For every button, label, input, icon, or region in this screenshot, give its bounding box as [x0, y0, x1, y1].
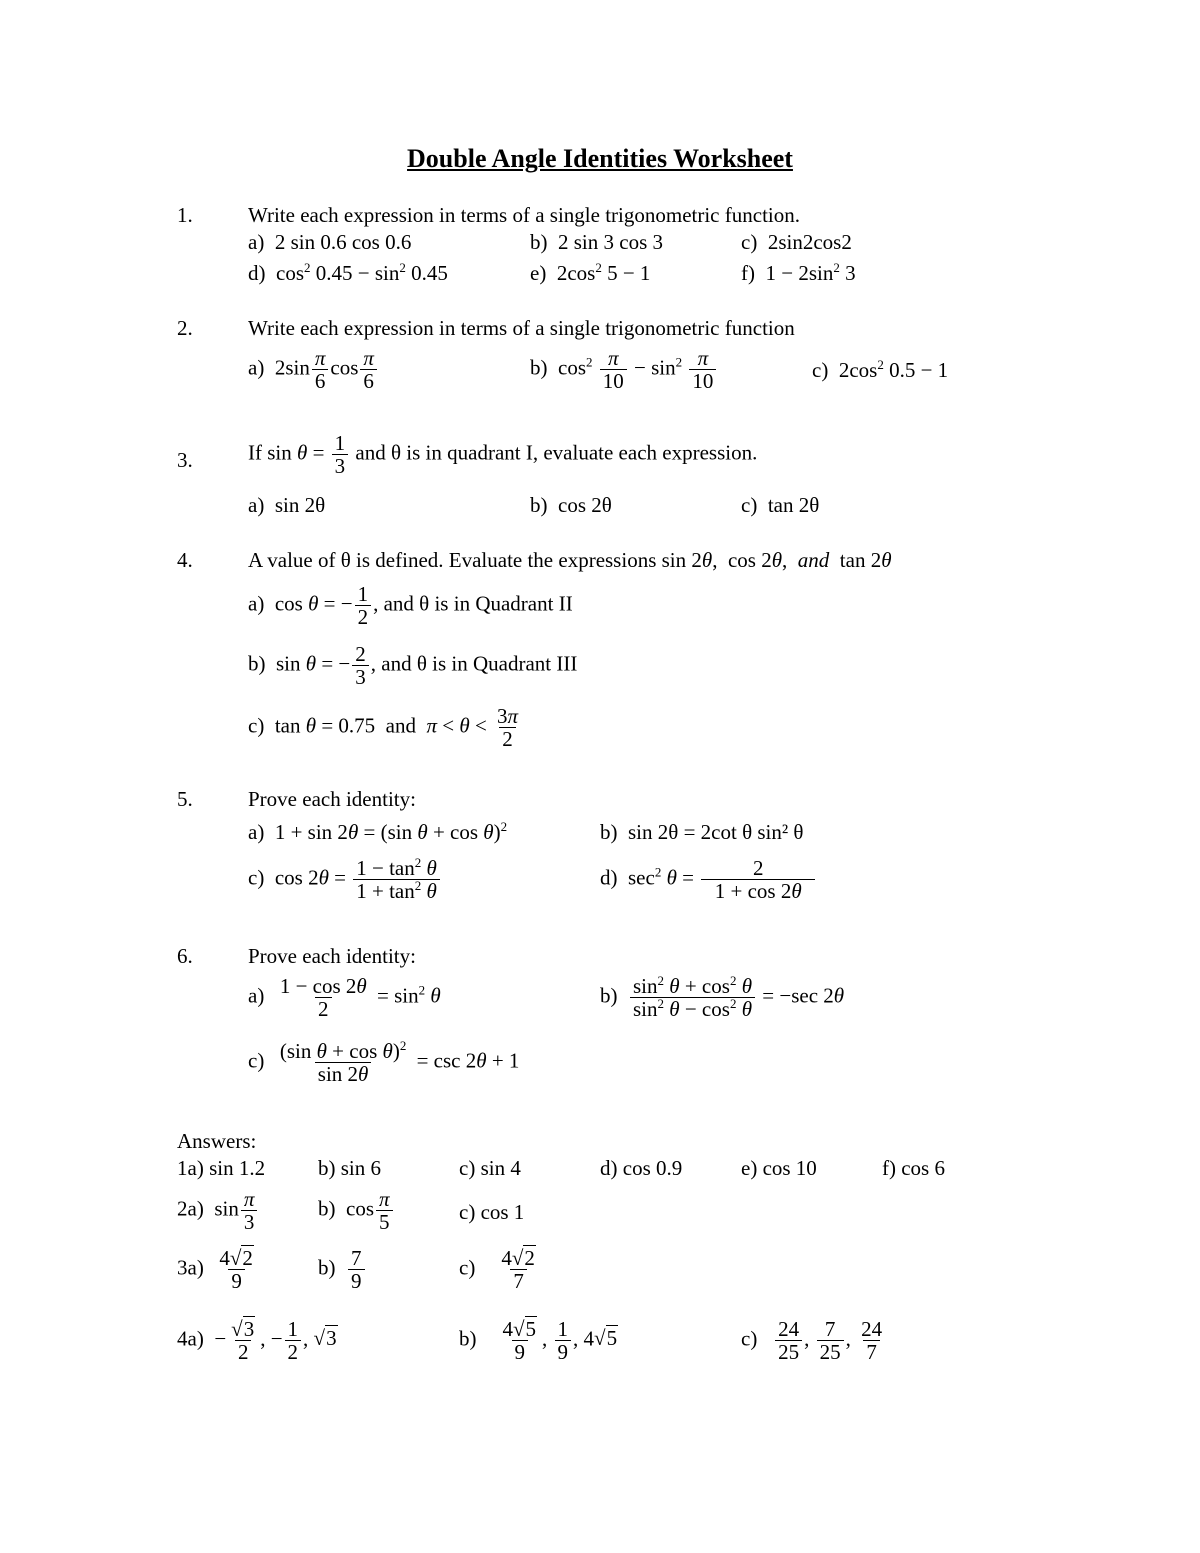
q5d: d) $\sec^2 \theta$ = $\frac{2}{1 + \cos 2\theta}$ — [600, 857, 817, 902]
q3b-expression: cos 2θ — [558, 493, 612, 517]
q5b — [600, 822, 804, 843]
question-1-prompt: Write each expression in terms of a single trigonometric function. — [248, 203, 800, 227]
q3a-expression: sin 2θ — [274, 493, 326, 517]
item-label: f) — [741, 261, 755, 285]
answer-label: 3a) — [177, 1255, 204, 1280]
q1c — [741, 232, 852, 253]
q6c: c) $\frac{(\sin \theta + \cos \theta)^2}{\sin 2\theta}$ = csc 2θ + 1 — [248, 1038, 520, 1087]
item-label: c) — [248, 713, 265, 738]
item-label: a) — [248, 820, 265, 844]
item-label: c) — [248, 865, 265, 890]
answer-label: 4a) — [177, 1326, 204, 1351]
answer-label: c) — [459, 1255, 476, 1280]
answer-3c: c) $\frac{4√2}{7}$ — [459, 1246, 535, 1294]
item-label: c) — [812, 358, 829, 382]
q3a — [248, 495, 325, 516]
item-label: c) — [741, 493, 758, 517]
q6a: a) $\frac{1 - \cos 2\theta}{2}$ = $\sin^2 \theta$ — [248, 974, 441, 1022]
answer-1c: c) sin 4 — [459, 1156, 521, 1180]
q4b: b) sin θ = − $\frac{2}{3}$ , and θ is in Quadrant III — [248, 642, 578, 690]
question-4-prompt: A value of θ is defined. Evaluate the expressions sin 2θ, cos 2θ, and tan 2θ — [248, 548, 892, 572]
answer-1e: e) cos 10 — [741, 1156, 817, 1180]
question-3-prompt-tail: and θ is in quadrant I, evaluate each expression. — [355, 440, 758, 465]
question-5-prompt: Prove each identity: — [248, 787, 416, 811]
item-label: a) — [248, 493, 265, 517]
item-label: e) — [530, 261, 547, 285]
question-number-6: 6. — [177, 944, 193, 968]
q2b: b) $\cos^2$ $\frac{\pi}{10}$ − $\sin^2$ $\frac{\pi}{10}$ — [530, 347, 718, 392]
question-number-4: 4. — [177, 548, 193, 572]
q1f: f) $1 - 2\sin^2$ 3 — [741, 260, 856, 285]
q4a: a) cos θ = − $\frac{1}{2}$ , and θ is in Quadrant II — [248, 582, 573, 630]
item-label: b) — [248, 651, 266, 676]
answer-label: c) — [741, 1326, 758, 1351]
question-number-3: 3. — [177, 448, 193, 472]
q5c: c) cos 2θ = $\frac{1 - \tan^2 \theta}{1 + \tan^2 \theta}$ — [248, 857, 442, 902]
q1a-expression: 2 sin 0.6 cos 0.6 — [274, 230, 412, 254]
item-label: a) — [248, 591, 265, 616]
q1c-expression: 2sin2cos2 — [767, 230, 852, 254]
question-4-prompt-text: A value of θ is defined. Evaluate the expressions — [248, 548, 657, 572]
q1a — [248, 232, 411, 253]
q1b-expression: 2 sin 3 cos 3 — [558, 230, 663, 254]
answer-3b: b) $\frac{7}{9}$ — [318, 1247, 367, 1292]
answer-4b: b) $\frac{4√5}{9}$ , $\frac{1}{9}$ , 4√5 — [459, 1317, 618, 1365]
q1d: d) $\cos^2 0.45 - \sin^2 0.45$ — [248, 260, 448, 285]
item-label: b) — [600, 820, 618, 844]
answer-3a: 3a) $\frac{4√2}{9}$ — [177, 1246, 253, 1294]
answer-label: b) — [318, 1196, 336, 1221]
q2c: c) $2\cos^2$ 0.5 − 1 — [812, 357, 949, 382]
answers-heading: Answers: — [177, 1129, 257, 1153]
answer-2b: b) cos $\frac{\pi}{5}$ — [318, 1188, 395, 1233]
q4a-tail: , and θ is in Quadrant II — [373, 591, 573, 616]
item-label: d) — [600, 865, 618, 890]
question-number-5: 5. — [177, 787, 193, 811]
item-label: c) — [248, 1048, 265, 1073]
q6b: b) $\frac{\sin^2 \theta + \cos^2 \theta}{\sin^2 \theta - \cos^2 \theta}$ = −sec 2θ — [600, 973, 845, 1022]
item-label: d) — [248, 261, 266, 285]
question-number-2: 2. — [177, 316, 193, 340]
item-label: c) — [741, 230, 758, 254]
answer-4a: 4a) − $\frac{√3}{2}$ , − $\frac{1}{2}$ , √3 — [177, 1317, 337, 1365]
q5a: a) 1 + sin 2θ = (sin θ + cos θ)$^2$ — [248, 819, 508, 844]
answer-2a: 2a) sin $\frac{\pi}{3}$ — [177, 1188, 259, 1233]
item-label: a) — [248, 983, 265, 1008]
answer-1a: 1a) sin 1.2 — [177, 1156, 266, 1180]
question-number-1: 1. — [177, 203, 193, 227]
page-title: Double Angle Identities Worksheet — [407, 144, 793, 173]
answer-1d: d) cos 0.9 — [600, 1156, 683, 1180]
answer-label: b) — [459, 1326, 477, 1351]
answer-label: 2a) — [177, 1196, 204, 1221]
q4b-tail: , and θ is in Quadrant III — [370, 651, 578, 676]
q4c: c) tan θ = 0.75 and π < θ < $\frac{3\pi}{2}$ — [248, 704, 519, 752]
item-label: b) — [600, 983, 618, 1008]
answer-4c: c) $\frac{24}{25}$ , $\frac{7}{25}$ , $\frac{24}{7}$ — [741, 1317, 883, 1365]
question-6-prompt: Prove each identity: — [248, 944, 416, 968]
item-label: b) — [530, 355, 548, 380]
item-label: b) — [530, 230, 548, 254]
question-2-prompt: Write each expression in terms of a single trigonometric function — [248, 316, 795, 340]
answer-1f: f) cos 6 — [882, 1156, 945, 1180]
answer-2c: c) cos 1 — [459, 1200, 525, 1224]
question-3-prompt: If sin θ = $\frac{1}{3}$ and θ is in quadrant I, evaluate each expression. — [248, 431, 758, 479]
q1e: e) $2\cos^2$ 5 − 1 — [530, 260, 651, 285]
q3c — [741, 495, 819, 516]
item-label: a) — [248, 230, 265, 254]
q1b — [530, 232, 663, 253]
answer-1b: b) sin 6 — [318, 1156, 381, 1180]
q3c-expression: tan 2θ — [767, 493, 820, 517]
item-label: b) — [530, 493, 548, 517]
q3b — [530, 495, 612, 516]
q5b-expression: sin 2θ = 2cot θ sin² θ — [628, 820, 804, 844]
answer-label: b) — [318, 1255, 336, 1280]
q2a: a) 2sin $\frac{\pi}{6}$ cos $\frac{\pi}{6}$ — [248, 347, 379, 392]
item-label: a) — [248, 355, 265, 380]
